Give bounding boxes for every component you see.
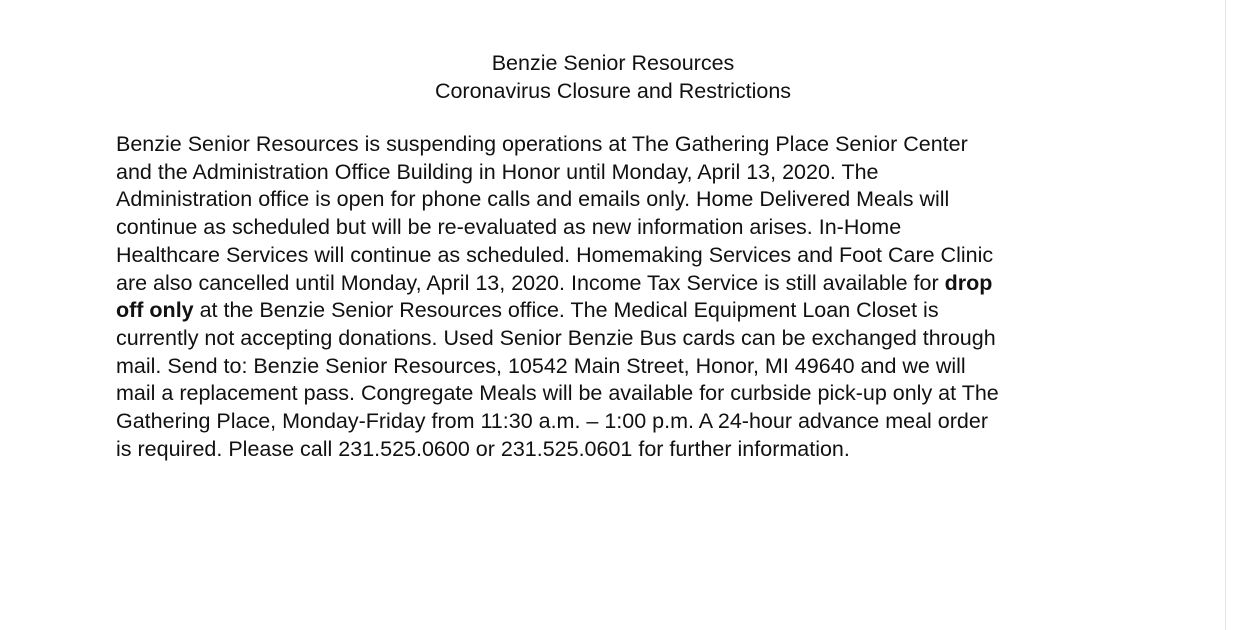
body-line: mail. Send to: Benzie Senior Resources, 10542 Main Street, Honor, MI 49640 and we will [116,353,966,378]
announcement-body [116,131,999,463]
document-title: Benzie Senior Resources [491,51,735,75]
body-line: Administration office is open for phone calls and emails only. Home Delivered Meals will [116,187,950,212]
body-line: continue as scheduled but will be re-evaluated as new information arises. In-Home [116,215,902,240]
body-text-segment: at the Benzie Senior Resources office. The Medical Equipment Loan Closet is [193,298,939,323]
body-line: Gathering Place, Monday-Friday from 11:30 a.m. – 1:00 p.m. A 24-hour advance meal order [116,409,988,434]
document-subtitle: Coronavirus Closure and Restrictions [434,79,792,103]
body-line: currently not accepting donations. Used Senior Benzie Bus cards can be exchanged through [116,325,996,350]
body-line: and the Administration Office Building in Honor until Monday, April 13, 2020. The [116,159,879,184]
body-line: Benzie Senior Resources is suspending operations at The Gathering Place Senior Center [116,132,968,156]
document-header [0,49,1226,105]
body-line: Healthcare Services will continue as scheduled. Homemaking Services and Foot Care Clinic [116,242,994,267]
body-line: is required. Please call 231.525.0600 or 231.525.0601 for further information. [116,436,850,461]
drop-off-emphasis: drop [944,270,993,295]
body-line: mail a replacement pass. Congregate Meals will be available for curbside pick-up only at The [116,381,999,406]
drop-off-emphasis: off only [116,298,194,323]
body-line [116,270,999,298]
body-text-segment: are also cancelled until Monday, April 13, 2020. Income Tax Service is still available for [116,270,945,295]
body-line [116,297,999,325]
